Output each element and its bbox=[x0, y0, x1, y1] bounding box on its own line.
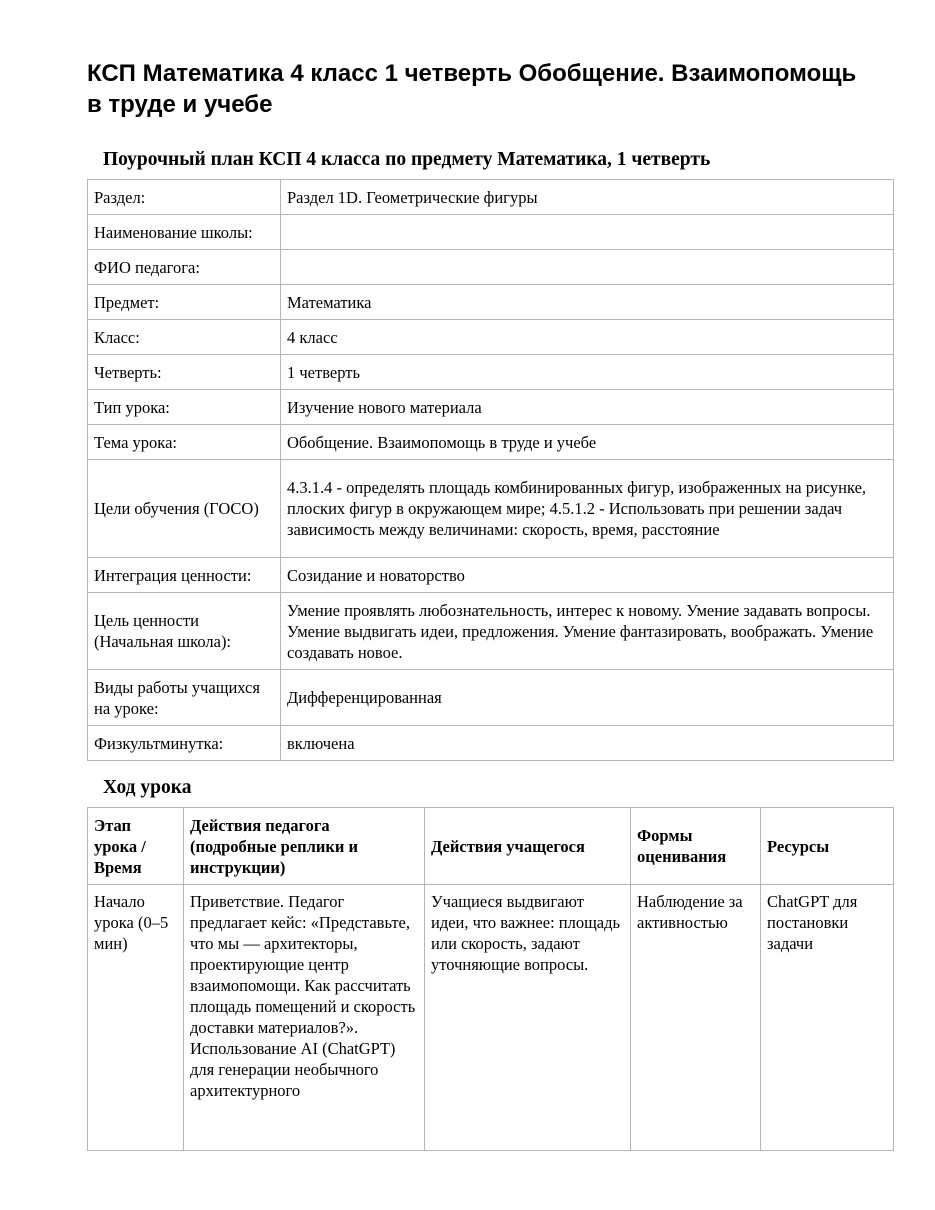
info-label: Цели обучения (ГОСО) bbox=[88, 460, 281, 558]
teacher-actions-text: Приветствие. Педагог предлагает кейс: «Представьте, что мы — архитекторы, проектирующие центр взаимопомощи. Как рассчитать площадь помещений и скорость доставки материалов?». Использование AI (ChatGPT) для генерации необычного архитектурного bbox=[190, 892, 416, 1100]
info-value: Изучение нового материала bbox=[281, 390, 894, 425]
info-value: 4.3.1.4 - определять площадь комбинированных фигур, изображенных на рисунке, плоских фигур в окружающем мире; 4.5.1.2 - Использовать при решении задач зависимость между величинами: скорость, время, расстояние bbox=[281, 460, 894, 558]
info-value: Дифференцированная bbox=[281, 670, 894, 726]
lesson-heading: Ход урока bbox=[103, 777, 192, 798]
column-header-resources: Ресурсы bbox=[761, 808, 894, 885]
info-label: Предмет: bbox=[88, 285, 281, 320]
info-value: 4 класс bbox=[281, 320, 894, 355]
lesson-table-header-row bbox=[88, 808, 894, 885]
info-row-lesson-type bbox=[88, 390, 894, 425]
info-value bbox=[281, 250, 894, 285]
info-row-physical-break bbox=[88, 726, 894, 761]
student-actions-cell bbox=[425, 885, 631, 1151]
info-row-quarter bbox=[88, 355, 894, 390]
document-title: КСП Математика 4 класс 1 четверть Обобщение. Взаимопомощь в труде и учебе bbox=[87, 60, 857, 118]
info-label: Физкультминутка: bbox=[88, 726, 281, 761]
info-value: Умение проявлять любознательность, интерес к новому. Умение задавать вопросы. Умение выдвигать идеи, предложения. Умение фантазировать, воображать. Умение создавать новое. bbox=[281, 593, 894, 670]
info-row-grade bbox=[88, 320, 894, 355]
info-label: Цель ценности (Начальная школа): bbox=[88, 593, 281, 670]
student-actions-text: Учащиеся выдвигают идеи, что важнее: площадь или скорость, задают уточняющие вопросы. bbox=[431, 892, 621, 974]
info-value: Математика bbox=[281, 285, 894, 320]
resources-text: ChatGPT для постановки задачи bbox=[767, 892, 858, 953]
table-row bbox=[88, 885, 894, 1151]
info-value bbox=[281, 215, 894, 250]
info-label: Тема урока: bbox=[88, 425, 281, 460]
stage-cell bbox=[88, 885, 184, 1151]
teacher-actions-cell bbox=[184, 885, 425, 1151]
resources-cell bbox=[761, 885, 894, 1151]
info-label: ФИО педагога: bbox=[88, 250, 281, 285]
info-row-subject bbox=[88, 285, 894, 320]
info-row-value-goal bbox=[88, 593, 894, 670]
info-row-lesson-topic bbox=[88, 425, 894, 460]
info-row-teacher bbox=[88, 250, 894, 285]
assessment-text: Наблюдение за активностью bbox=[637, 892, 743, 932]
column-header-stage: Этап урока / Время bbox=[88, 808, 184, 885]
info-label: Класс: bbox=[88, 320, 281, 355]
column-header-teacher-actions: Действия педагога (подробные реплики и инструкции) bbox=[184, 808, 425, 885]
info-value: Раздел 1D. Геометрические фигуры bbox=[281, 180, 894, 215]
info-label: Тип урока: bbox=[88, 390, 281, 425]
info-row-section bbox=[88, 180, 894, 215]
info-value: 1 четверть bbox=[281, 355, 894, 390]
lesson-info-table bbox=[87, 179, 894, 761]
lesson-flow-table bbox=[87, 807, 894, 1151]
info-label: Интеграция ценности: bbox=[88, 558, 281, 593]
info-label: Виды работы учащихся на уроке: bbox=[88, 670, 281, 726]
info-row-value-integration bbox=[88, 558, 894, 593]
plan-heading: Поурочный план КСП 4 класса по предмету Математика, 1 четверть bbox=[103, 149, 711, 170]
assessment-cell bbox=[631, 885, 761, 1151]
info-value: Созидание и новаторство bbox=[281, 558, 894, 593]
info-row-learning-goals bbox=[88, 460, 894, 558]
column-header-assessment: Формы оценивания bbox=[631, 808, 761, 885]
info-value: Обобщение. Взаимопомощь в труде и учебе bbox=[281, 425, 894, 460]
stage-text: Начало урока (0–5 мин) bbox=[94, 892, 169, 953]
column-header-student-actions: Действия учащегося bbox=[425, 808, 631, 885]
info-label: Наименование школы: bbox=[88, 215, 281, 250]
info-label: Четверть: bbox=[88, 355, 281, 390]
info-label: Раздел: bbox=[88, 180, 281, 215]
info-row-school bbox=[88, 215, 894, 250]
info-row-work-types bbox=[88, 670, 894, 726]
info-value: включена bbox=[281, 726, 894, 761]
